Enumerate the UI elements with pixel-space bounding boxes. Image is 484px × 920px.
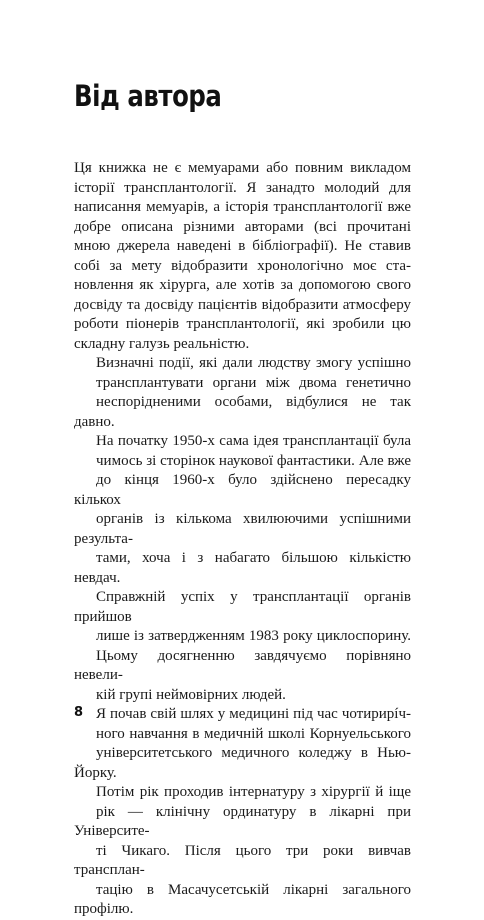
chapter-title: Від автора — [74, 79, 222, 113]
text-line: Я почав свій шлях у медицині під час чотирирíч- — [96, 706, 411, 722]
text-line: органів із кількома хвилюючими успішними результа- — [74, 511, 411, 547]
text-line: роботи піонерів трансплантології, які зробили цю — [74, 316, 411, 332]
text-line: університетського медичного коледжу в Нью-Йорку. — [74, 745, 411, 781]
text-line: трансплантувати органи між двома генетично — [96, 374, 411, 391]
text-line: Справжній успіх у трансплантації органів прийшов — [74, 589, 411, 625]
page-number: 8 — [74, 705, 84, 720]
paragraph — [74, 354, 411, 705]
text-line: тами, хоча і з набагато більшою кількістю невдач. — [74, 550, 411, 586]
text-line: Визначні події, які дали людству змогу успішно — [96, 355, 411, 371]
text-line: ного навчання в медичній школі Корнуельського — [96, 725, 411, 742]
text-line: до кінця 1960-х було здійснено пересадку кількох — [74, 472, 411, 508]
text-line: складну галузь реальністю. — [74, 335, 250, 352]
text-line: Ця книжка не є мемуарами або повним викладом — [74, 160, 411, 176]
text-line: ті Чикаго. Після цього три роки вивчав трансплан- — [74, 842, 411, 878]
text-line: неспорідненими особами, відбулися не так давно. — [74, 394, 411, 430]
text-line: чимось зі сторінок наукової фантастики. Але вже — [96, 452, 411, 469]
text-line: Потім рік проходив інтернатуру з хірургії й іще — [96, 784, 411, 800]
text-line: новлення як хірурга, але хотів за допомогою свого — [74, 277, 411, 293]
text-line: Цьому досягненню завдячуємо порівняно невели- — [74, 647, 411, 683]
paragraph — [74, 705, 411, 920]
text-line: історії трансплантології. Я занадто молодий для — [74, 179, 411, 196]
text-line: мною джерела наведені в бібліографії). Не ставив — [74, 238, 411, 254]
text-line: досвіду та досвіду пацієнтів відобразити атмосферу — [74, 296, 411, 313]
text-line: кій групі неймовірних людей. — [96, 686, 286, 703]
text-line: лише із затвердженням 1983 року циклоспорину. — [96, 628, 411, 644]
text-line: собі за мету відобразити хронологічно моє ста- — [74, 257, 411, 274]
paragraph — [74, 159, 411, 354]
text-line: рік — клінічну ординатуру в лікарні при Університе- — [74, 803, 411, 839]
body-text — [74, 159, 411, 920]
text-line: написання мемуарів, а історія трансплантології вже — [74, 199, 411, 215]
text-line: тацію в Масачусетській лікарні загального профілю. — [74, 881, 411, 917]
text-line: добре описана різними авторами (всі прочитані — [74, 218, 411, 235]
text-line: На початку 1950-х сама ідея трансплантації була — [96, 433, 411, 449]
